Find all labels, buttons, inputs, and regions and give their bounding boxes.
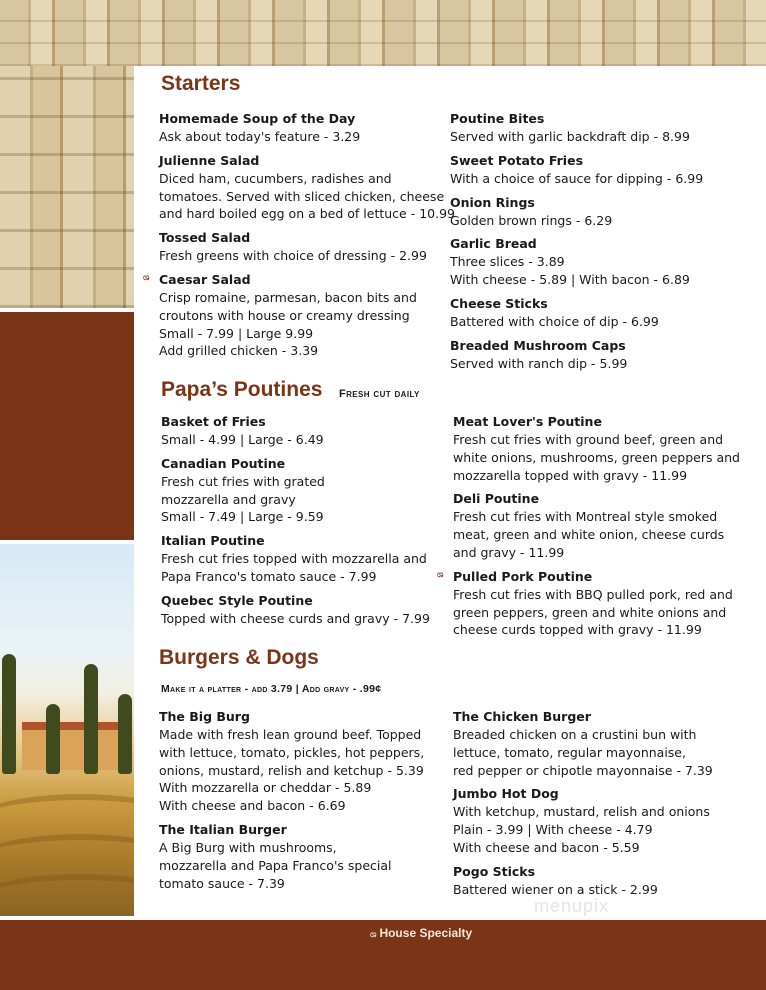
menu-item (453, 863, 713, 899)
menu-item-description: Small - 7.99 | Large 9.99 (159, 325, 314, 341)
menu-item-name: Pogo Sticks (453, 863, 536, 879)
menu-item (159, 708, 424, 815)
menu-item-description: Fresh greens with choice of dressing - 2.99 (159, 248, 427, 264)
menu-item (453, 785, 713, 856)
menu-item-description: lettuce, tomato, regular mayonnaise, (453, 744, 686, 760)
poutines-right-column (437, 413, 740, 645)
menu-item (450, 235, 703, 289)
menu-item-name: Breaded Mushroom Caps (450, 337, 626, 353)
menu-item-description: Add grilled chicken - 3.39 (159, 343, 319, 359)
menu-item-description: With ketchup, mustard, relish and onions (453, 804, 710, 820)
menu-item-name: Cheese Sticks (450, 295, 548, 311)
menu-item-description: and gravy - 11.99 (453, 544, 565, 560)
house-specialty-icon: ශ (437, 569, 444, 580)
menu-item-description: With a choice of sauce for dipping - 6.99 (450, 170, 704, 186)
menu-item-name: Tossed Salad (159, 230, 251, 246)
menu-item-description: mozzarella and Papa Franco's special (159, 857, 392, 873)
menu-item-name: Canadian Poutine (161, 455, 286, 471)
menu-item-description: Battered wiener on a stick - 2.99 (453, 881, 658, 897)
menu-item-name: Onion Rings (450, 194, 535, 210)
section-title-poutines: Papa’s Poutines (161, 378, 323, 401)
menu-item-description: Fresh cut fries with Montreal style smoked (453, 509, 718, 525)
starters-left-column (143, 110, 455, 366)
wine-corks-banner (0, 0, 766, 66)
menu-item (450, 295, 703, 331)
section-title-starters: Starters (161, 72, 241, 95)
sidebar-color-block (0, 312, 134, 540)
menu-item-description: Small - 4.99 | Large - 6.49 (161, 432, 324, 447)
menu-item-description: Fresh cut fries with grated (161, 473, 325, 489)
menu-item-description: Crisp romaine, parmesan, bacon bits and (159, 289, 417, 305)
menu-item-description: Served with garlic backdraft dip - 8.99 (450, 129, 690, 144)
menu-item-description: Small - 7.49 | Large - 9.59 (161, 509, 324, 525)
menu-item-name: Jumbo Hot Dog (453, 786, 559, 802)
legend-label: House Specialty (379, 926, 473, 940)
menu-item (450, 152, 703, 188)
menu-item-name: Julienne Salad (159, 152, 260, 168)
menu-item-name: Sweet Potato Fries (450, 152, 584, 168)
poutines-left-column (161, 413, 430, 634)
wine-corks-image (0, 66, 134, 308)
menu-item-name: Pulled Pork Poutine (453, 568, 593, 584)
menu-item (450, 110, 703, 146)
menu-item-description: Topped with cheese curds and gravy - 7.99 (161, 610, 430, 626)
menu-item-description: Ask about today's feature - 3.29 (159, 129, 361, 144)
menu-item-description: Diced ham, cucumbers, radishes and (159, 170, 392, 186)
watermark-text: menupix (534, 896, 610, 916)
menu-item-description: meat, green and white onion, cheese curds (453, 527, 725, 543)
menu-item-description: Served with ranch dip - 5.99 (450, 355, 628, 371)
section-title-burgers: Burgers & Dogs (159, 646, 319, 669)
menu-item-description: Fresh cut fries with BBQ pulled pork, red and (453, 586, 733, 602)
menu-item-description: Papa Franco's tomato sauce - 7.99 (161, 568, 377, 584)
menu-item (159, 821, 424, 892)
burgers-left-column (159, 708, 424, 898)
menu-item (453, 490, 740, 561)
menu-item-description: Battered with choice of dip - 6.99 (450, 313, 659, 329)
menu-item (143, 271, 455, 360)
menu-item-description: mozzarella topped with gravy - 11.99 (453, 467, 688, 483)
menu-item-name: Basket of Fries (161, 414, 266, 429)
menu-item (159, 229, 455, 265)
menu-item-name: Italian Poutine (161, 533, 265, 549)
platter-note: Make it a platter - add 3.79 | Add gravy - .99¢ (161, 683, 382, 695)
menu-item-description: Golden brown rings - 6.29 (450, 212, 613, 228)
menu-item-description: Fresh cut fries topped with mozzarella and (161, 551, 427, 567)
menu-item (159, 110, 455, 146)
menu-item-name: Garlic Bread (450, 236, 537, 252)
house-specialty-icon: ශ (143, 272, 150, 283)
farmhouse-shape (22, 722, 122, 770)
menu-item (453, 708, 713, 779)
menu-item-name: Meat Lover's Poutine (453, 414, 602, 429)
menu-item-name: Caesar Salad (159, 271, 251, 287)
menu-item (453, 413, 740, 484)
menu-item-description: red pepper or chipotle mayonnaise - 7.39 (453, 762, 713, 778)
menu-item-name: Poutine Bites (450, 111, 545, 126)
tuscany-landscape-image (0, 544, 134, 916)
menu-item-description: tomatoes. Served with sliced chicken, cheese (159, 188, 445, 204)
menu-item-description: Made with fresh lean ground beef. Topped (159, 727, 422, 742)
menu-item-name: Quebec Style Poutine (161, 592, 313, 608)
menu-item-description: with lettuce, tomato, pickles, hot peppers, (159, 744, 425, 760)
burgers-right-column (453, 708, 713, 905)
poutines-subtitle: Fresh cut daily (339, 388, 420, 400)
menu-item (161, 413, 430, 449)
menu-item (161, 455, 430, 526)
menu-item (161, 532, 430, 586)
specialty-icon: ශ (370, 929, 377, 939)
menu-item-description: tomato sauce - 7.39 (159, 875, 285, 891)
menu-item-name: Deli Poutine (453, 491, 540, 507)
menu-item (450, 194, 703, 230)
menu-item-description: With cheese and bacon - 5.59 (453, 839, 640, 855)
menu-item-description: With mozzarella or cheddar - 5.89 (159, 780, 372, 796)
menu-item-name: Homemade Soup of the Day (159, 111, 356, 126)
house-specialty-legend (370, 926, 472, 940)
starters-right-column (450, 110, 703, 379)
menu-item-name: The Italian Burger (159, 821, 287, 837)
menu-item-description: Three slices - 3.89 (450, 254, 565, 270)
menu-item (437, 568, 740, 639)
menu-item-description: With cheese and bacon - 6.69 (159, 798, 346, 814)
menu-item-description: Breaded chicken on a crustini bun with (453, 727, 697, 742)
menu-item-description: onions, mustard, relish and ketchup - 5.39 (159, 762, 424, 778)
menu-item-description: Plain - 3.99 | With cheese - 4.79 (453, 822, 653, 838)
menu-item-description: white onions, mushrooms, green peppers and (453, 449, 740, 465)
menu-item-description: croutons with house or creamy dressing (159, 307, 410, 323)
menu-item-name: The Big Burg (159, 709, 250, 724)
menu-item (159, 152, 455, 223)
menu-item-description: A Big Burg with mushrooms, (159, 839, 337, 855)
menu-item-description: With cheese - 5.89 | With bacon - 6.89 (450, 272, 690, 288)
menu-item-description: mozzarella and gravy (161, 491, 296, 507)
menu-item-description: and hard boiled egg on a bed of lettuce - 10.99 (159, 206, 455, 222)
menu-item (161, 592, 430, 628)
menu-item-description: green peppers, green and white onions and (453, 604, 727, 620)
menu-item-name: The Chicken Burger (453, 709, 591, 724)
menu-item (450, 337, 703, 373)
menu-item-description: Fresh cut fries with ground beef, green and (453, 432, 724, 447)
menu-item-description: cheese curds topped with gravy - 11.99 (453, 622, 702, 638)
